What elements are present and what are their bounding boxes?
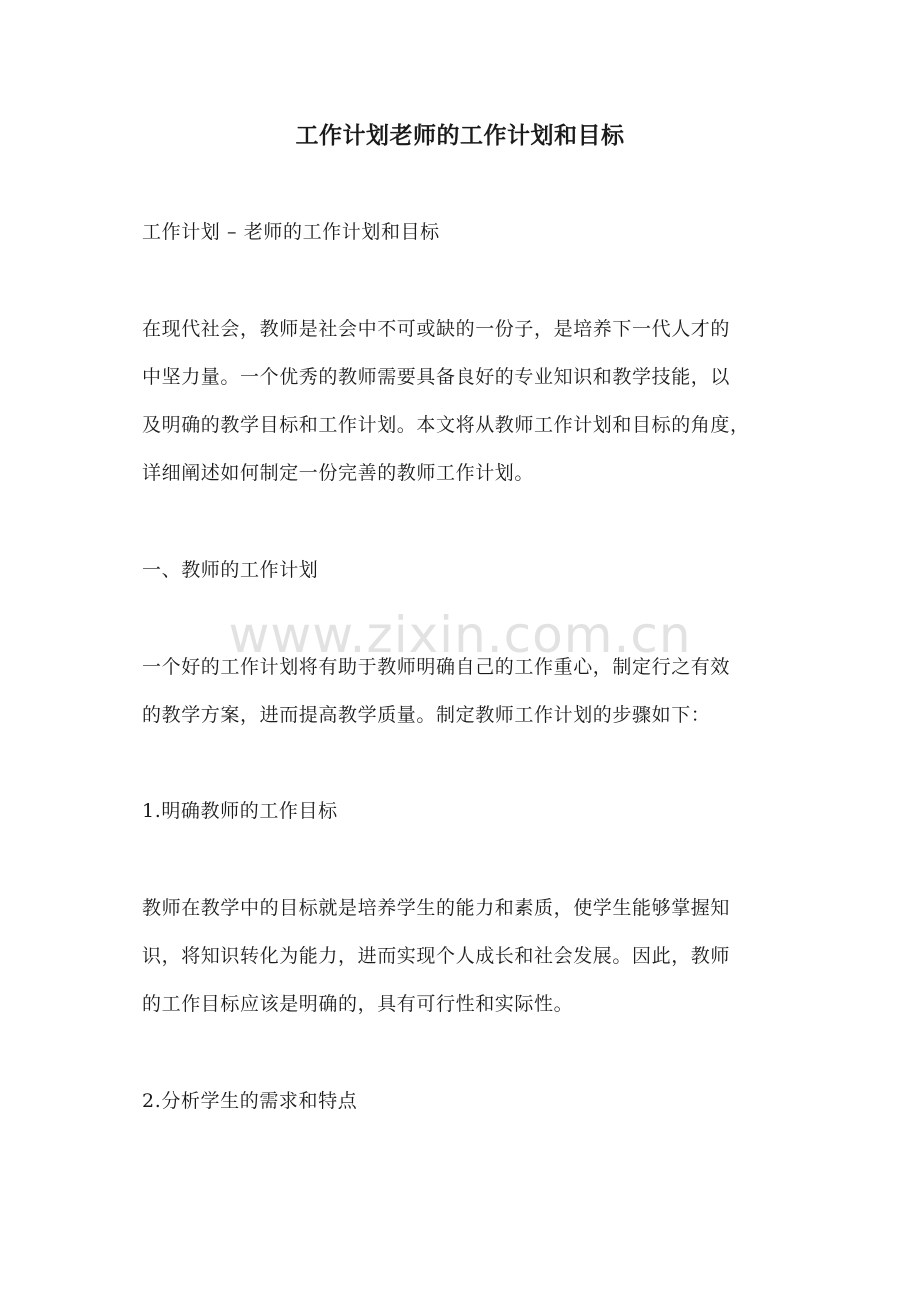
step1-paragraph (142, 884, 792, 1028)
intro-paragraph (142, 305, 792, 497)
paragraph-line: 及明确的教学目标和工作计划。本文将从教师工作计划和目标的角度， (142, 414, 750, 436)
paragraph-line: 中坚力量。一个优秀的教师需要具备良好的专业知识和教学技能，以 (142, 366, 731, 388)
document-subtitle: 工作计划 – 老师的工作计划和目标 (142, 221, 440, 243)
watermark: www.zixin.com.cn (228, 606, 692, 664)
paragraph-line: 在现代社会，教师是社会中不可或缺的一份子，是培养下一代人才的 (142, 318, 731, 340)
paragraph-line: 一个好的工作计划将有助于教师明确自己的工作重心，制定行之有效 (142, 656, 731, 678)
document-title: 工作计划老师的工作计划和目标 (295, 123, 625, 149)
paragraph-line: 的工作目标应该是明确的，具有可行性和实际性。 (142, 993, 574, 1015)
section-heading: 一、教师的工作计划 (142, 559, 319, 581)
step-heading: 1.明确教师的工作目标 (142, 800, 338, 822)
paragraph-line: 详细阐述如何制定一份完善的教师工作计划。 (142, 462, 535, 484)
paragraph-line: 的教学方案，进而提高教学质量。制定教师工作计划的步骤如下： (142, 704, 711, 726)
paragraph-line: 识，将知识转化为能力，进而实现个人成长和社会发展。因此，教师 (142, 945, 731, 967)
section1-paragraph (142, 643, 792, 739)
step-heading: 2.分析学生的需求和特点 (142, 1090, 358, 1112)
paragraph-line: 教师在教学中的目标就是培养学生的能力和素质，使学生能够掌握知 (142, 897, 731, 919)
